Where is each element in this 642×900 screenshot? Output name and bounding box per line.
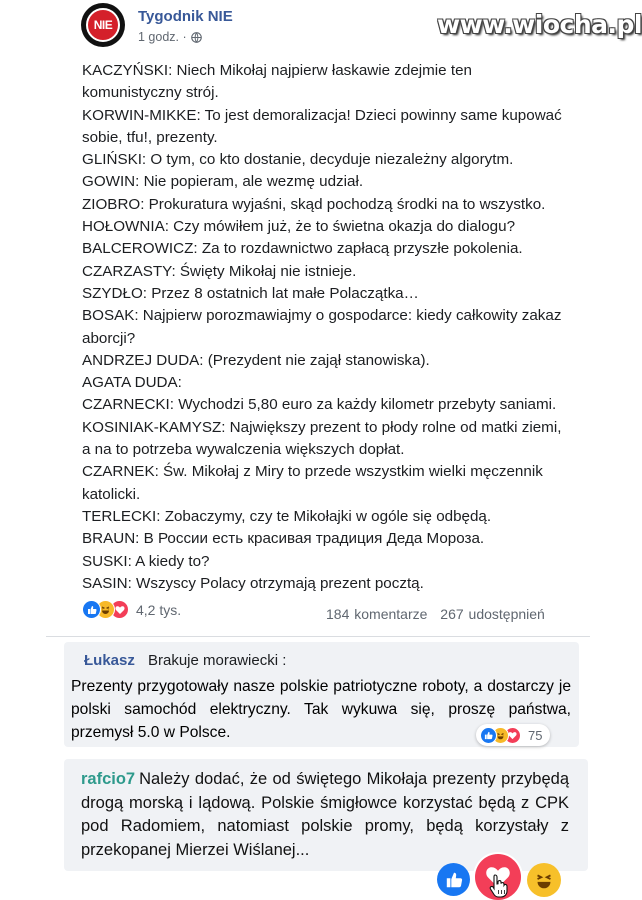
post-text-line: CZARNECKI: Wychodzi 5,80 euro za każdy kilometr przebyty saniami. (82, 396, 557, 414)
comment-body (81, 768, 569, 862)
post-text-line: SASIN: Wszyscy Polacy otrzymają prezent pocztą. (82, 574, 424, 592)
post-text-line: HOŁOWNIA: Czy mówiłem już, że to świetna okazja do dialogu? (82, 218, 516, 236)
haha-icon (532, 868, 556, 892)
post-text-line: SUSKI: A kiedy to? (82, 552, 210, 570)
post-text-line: katolicki. (82, 485, 141, 503)
post-text-line: CZARNEK: Św. Mikołaj z Miry to przede wszystkim wielki męczennik (82, 463, 543, 481)
post-text-line: TERLECKI: Zobaczymy, czy te Mikołajki w ogóle się odbędą. (82, 507, 492, 525)
cursor-hand-icon (488, 873, 510, 899)
post-text-line: sobie, tfu!, prezenty. (82, 128, 218, 146)
like-icon (82, 600, 101, 619)
post-text-line: aborcji? (82, 329, 136, 347)
post-text-line: GLIŃSKI: O tym, co kto dostanie, decyduje niezależny algorytm. (82, 151, 514, 169)
like-icon (480, 727, 497, 744)
post-text-line: ANDRZEJ DUDA: (Prezydent nie zajął stanowiska). (82, 351, 430, 369)
post-time-text: 1 godz. · (138, 30, 187, 44)
section-divider (46, 636, 590, 637)
page-avatar[interactable] (81, 3, 125, 47)
post-text-line: SZYDŁO: Przez 8 ostatnich lat małe Polaczątka… (82, 284, 419, 302)
globe-icon (191, 32, 202, 43)
comment-text: Prezenty przygotowały nasze polskie patriotyczne roboty, a dostarczy je polski samochód elektryczny. Tak wykuwa się, proszę państwa, przemysł 5.0 w Polsce. (71, 678, 571, 741)
post-text-line: ZIOBRO: Prokuratura wyjaśni, skąd pochodzą środki na to wszystko. (82, 195, 546, 213)
haha-reaction-button[interactable] (527, 863, 561, 897)
comment-reaction-count: 75 (528, 727, 543, 743)
post-text-line: KORWIN-MIKKE: To jest demoralizacja! Dzieci powinny same kupować (82, 106, 562, 124)
page-name-link[interactable]: Tygodnik NIE (138, 8, 233, 25)
post-text-line: BRAUN: В России есть красивая традиция Деда Мороза. (82, 530, 485, 548)
comment-author-link[interactable]: rafcio7 (81, 770, 136, 788)
post-timestamp[interactable] (138, 30, 202, 44)
post-text-line: GOWIN: Nie popieram, ale wezmę udział. (82, 173, 364, 191)
avatar-badge (86, 8, 120, 42)
post-text-line: BALCEROWICZ: Za to rozdawnictwo zapłacą przyszłe pokolenia. (82, 240, 523, 258)
comment-heading: Brakuje morawiecki : (148, 652, 287, 669)
post-text-line: KACZYŃSKI: Niech Mikołaj najpierw łaskawie zdejmie ten (82, 62, 472, 79)
post-stats (326, 606, 553, 622)
comment-author-link[interactable]: Łukasz (84, 652, 135, 669)
comment-rafcio7 (64, 759, 588, 871)
comment-lukasz (64, 642, 579, 747)
post-text-line: CZARZASTY: Święty Mikołaj nie istnieje. (82, 262, 357, 280)
like-reaction-button[interactable] (437, 863, 470, 896)
comment-reactions[interactable] (476, 724, 550, 746)
like-icon (445, 871, 463, 889)
post-text-line: komunistyczny strój. (82, 84, 219, 102)
post-text (82, 60, 594, 595)
post-text-line: KOSINIAK-KAMYSZ: Największy prezent to płody rolne od matki ziemi, (82, 418, 562, 436)
reaction-count: 4,2 tys. (136, 601, 182, 618)
comment-text: Należy dodać, że od świętego Mikołaja prezenty przybędą drogą morską i lądową. Polskie śmigłowce korzystać będą z CPK pod Radomiem, natomiast polskie promy, będą korzystały z przekopanej Mierzei Wiślanej... (81, 770, 569, 859)
shares-count-link[interactable]: 267 udostępnień (440, 606, 545, 622)
post-reactions[interactable] (82, 600, 181, 619)
post-text-line: BOSAK: Najpierw porozmawiajmy o gospodarce: kiedy całkowity zakaz (82, 307, 562, 325)
avatar-logo-text: NIE (93, 18, 113, 32)
post-text-line: a na to potrzeba wywalczenia większych dopłat. (82, 441, 405, 459)
site-watermark: www.wiocha.pl (437, 10, 642, 39)
post-text-line: AGATA DUDA: (82, 374, 182, 392)
comments-count-link[interactable]: 184 komentarze (326, 606, 428, 622)
facebook-post (48, 0, 642, 636)
